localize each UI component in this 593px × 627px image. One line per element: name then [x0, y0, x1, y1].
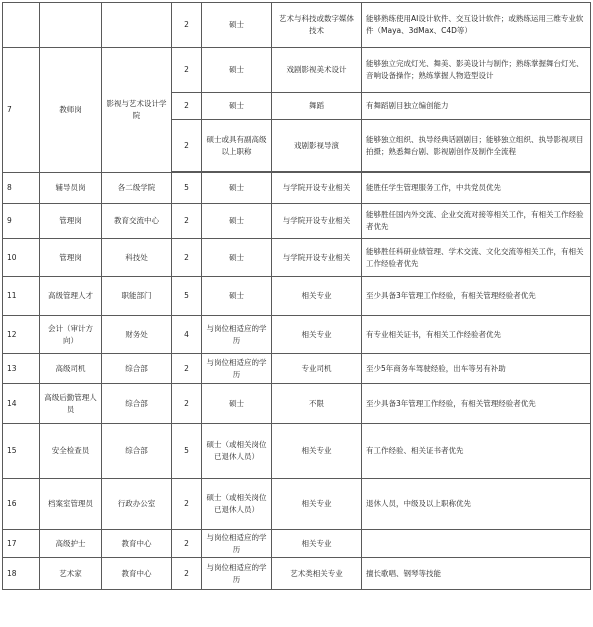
table-row	[3, 424, 591, 479]
table-row	[3, 3, 591, 48]
row-number-cell: 11	[3, 277, 40, 316]
table-row	[3, 530, 591, 558]
major-cell: 戏剧影视美术设计	[272, 48, 362, 93]
table-row	[3, 239, 591, 277]
headcount-cell: 2	[172, 239, 202, 277]
headcount-cell: 2	[172, 354, 202, 384]
major-cell: 与学院开设专业相关	[272, 173, 362, 204]
table-row	[3, 354, 591, 384]
requirement-cell: 能够熟练使用AI设计软件、交互设计软件；或熟练运用三维专业软件（Maya、3dMax、C4D等）	[362, 3, 591, 48]
education-cell: 硕士（或相关岗位已退休人员）	[202, 479, 272, 530]
row-number-cell: 8	[3, 173, 40, 204]
major-cell: 相关专业	[272, 277, 362, 316]
department-cell: 教育交流中心	[102, 204, 172, 239]
requirement-cell: 有工作经验、相关证书者优先	[362, 424, 591, 479]
education-cell: 硕士	[202, 93, 272, 120]
row-number-cell: 17	[3, 530, 40, 558]
requirement-cell: 擅长歌唱、钢琴等技能	[362, 558, 591, 590]
headcount-cell: 2	[172, 530, 202, 558]
major-cell: 与学院开设专业相关	[272, 239, 362, 277]
post-cell: 辅导员岗	[40, 173, 102, 204]
education-cell: 与岗位相适应的学历	[202, 354, 272, 384]
headcount-cell: 2	[172, 558, 202, 590]
department-cell: 教育中心	[102, 530, 172, 558]
row-number-cell: 13	[3, 354, 40, 384]
headcount-cell: 2	[172, 479, 202, 530]
post-cell: 高级护士	[40, 530, 102, 558]
table-row	[3, 173, 591, 204]
education-cell: 硕士	[202, 48, 272, 93]
department-cell: 职能部门	[102, 277, 172, 316]
row-number-cell	[3, 3, 40, 48]
major-cell: 艺术与科技或数字媒体技术	[272, 3, 362, 48]
major-cell: 艺术类相关专业	[272, 558, 362, 590]
headcount-cell: 2	[172, 120, 202, 172]
education-cell: 硕士	[202, 173, 272, 204]
education-cell: 硕士	[202, 204, 272, 239]
department-cell: 综合部	[102, 424, 172, 479]
major-cell: 相关专业	[272, 316, 362, 354]
table-row	[3, 479, 591, 530]
table-row	[3, 277, 591, 316]
department-cell	[102, 3, 172, 48]
major-cell: 相关专业	[272, 479, 362, 530]
department-cell: 行政办公室	[102, 479, 172, 530]
major-cell: 舞蹈	[272, 93, 362, 120]
table-row	[3, 384, 591, 424]
headcount-cell: 2	[172, 384, 202, 424]
post-cell: 管理岗	[40, 204, 102, 239]
education-cell: 硕士	[202, 3, 272, 48]
row-number-cell: 10	[3, 239, 40, 277]
headcount-cell: 5	[172, 424, 202, 479]
table-row	[3, 316, 591, 354]
requirement-cell: 能够独立完成灯光、舞美、影美设计与制作；熟练掌握舞台灯光、音响设备操作；熟练掌握人物造型设计	[362, 48, 591, 93]
row-number-cell: 16	[3, 479, 40, 530]
post-cell: 档案室管理员	[40, 479, 102, 530]
headcount-cell: 5	[172, 277, 202, 316]
row-number-cell: 7	[3, 48, 40, 173]
major-cell: 与学院开设专业相关	[272, 204, 362, 239]
major-cell: 戏剧影视导演	[272, 120, 362, 172]
department-cell: 各二级学院	[102, 173, 172, 204]
requirement-cell: 能胜任学生管理服务工作，中共党员优先	[362, 173, 591, 204]
post-cell: 高级后勤管理人员	[40, 384, 102, 424]
education-cell: 硕士	[202, 384, 272, 424]
requirement-cell: 能够胜任科研业绩管理、学术交流、文化交流等相关工作，有相关工作经验者优先	[362, 239, 591, 277]
post-cell: 高级管理人才	[40, 277, 102, 316]
post-cell: 艺术家	[40, 558, 102, 590]
major-cell: 专业司机	[272, 354, 362, 384]
major-cell: 相关专业	[272, 424, 362, 479]
education-cell: 硕士	[202, 277, 272, 316]
post-cell	[40, 3, 102, 48]
headcount-cell: 2	[172, 204, 202, 239]
row-number-cell: 12	[3, 316, 40, 354]
requirement-cell: 能够胜任国内外交流、企业交流对接等相关工作，有相关工作经验者优先	[362, 204, 591, 239]
row-number-cell: 18	[3, 558, 40, 590]
department-cell: 综合部	[102, 354, 172, 384]
major-cell: 相关专业	[272, 530, 362, 558]
headcount-cell: 5	[172, 173, 202, 204]
department-cell: 财务处	[102, 316, 172, 354]
requirement-cell: 至少5年商务车驾驶经验，出车等另有补助	[362, 354, 591, 384]
requirement-cell: 至少具备3年管理工作经验，有相关管理经验者优先	[362, 277, 591, 316]
department-cell: 科技处	[102, 239, 172, 277]
education-cell: 与岗位相适应的学历	[202, 558, 272, 590]
requirement-cell	[362, 530, 591, 558]
education-cell: 硕士（或相关岗位已退休人员）	[202, 424, 272, 479]
requirement-cell: 退休人员，中级及以上职称优先	[362, 479, 591, 530]
post-cell: 会计（审计方向）	[40, 316, 102, 354]
department-cell: 影视与艺术设计学院	[102, 48, 172, 173]
requirement-cell: 至少具备3年管理工作经验，有相关管理经验者优先	[362, 384, 591, 424]
education-cell: 硕士	[202, 239, 272, 277]
post-cell: 管理岗	[40, 239, 102, 277]
requirement-cell: 能够独立组织、执导经典话剧剧目；能够独立组织、执导影视项目拍摄；熟悉舞台剧、影视剧创作及制作全流程	[362, 120, 591, 172]
recruitment-table	[2, 2, 591, 590]
headcount-cell: 2	[172, 93, 202, 120]
post-cell: 高级司机	[40, 354, 102, 384]
education-cell: 与岗位相适应的学历	[202, 530, 272, 558]
major-cell: 不限	[272, 384, 362, 424]
headcount-cell: 2	[172, 48, 202, 93]
row-number-cell: 14	[3, 384, 40, 424]
table-row	[3, 204, 591, 239]
education-cell: 硕士或具有副高级以上职称	[202, 120, 272, 172]
table-row	[3, 558, 591, 590]
department-cell: 综合部	[102, 384, 172, 424]
education-cell: 与岗位相适应的学历	[202, 316, 272, 354]
requirement-cell: 有舞蹈剧目独立编创能力	[362, 93, 591, 120]
post-cell: 安全检查员	[40, 424, 102, 479]
row-number-cell: 9	[3, 204, 40, 239]
headcount-cell: 4	[172, 316, 202, 354]
requirement-cell: 有专业相关证书，有相关工作经验者优先	[362, 316, 591, 354]
headcount-cell: 2	[172, 3, 202, 48]
post-cell: 教师岗	[40, 48, 102, 173]
row-number-cell: 15	[3, 424, 40, 479]
department-cell: 教育中心	[102, 558, 172, 590]
table-row	[3, 48, 591, 93]
